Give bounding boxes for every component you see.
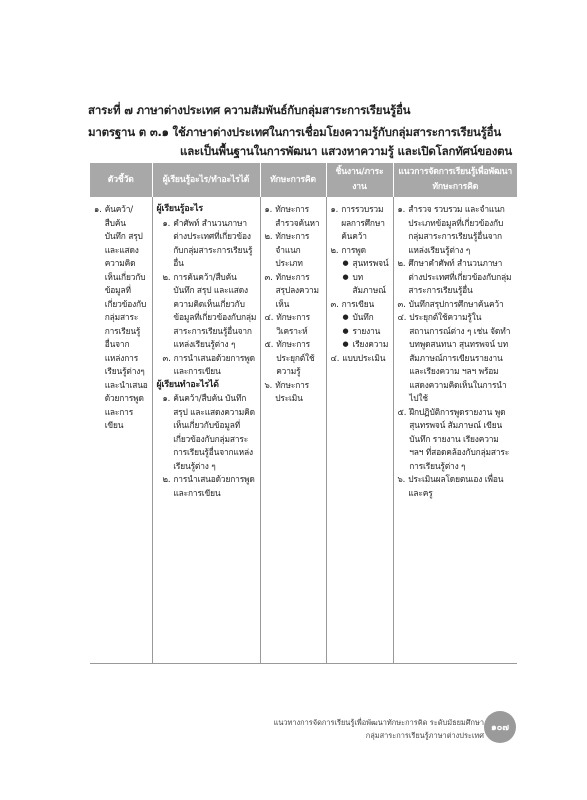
list-item: ● บันทึก <box>331 311 390 325</box>
bullet-icon: ● <box>342 340 349 348</box>
table-header-row <box>90 163 517 197</box>
list-item: ๖. ทักษะการประเมิน <box>264 379 310 403</box>
list-item: ● สุนทรพจน์ <box>331 257 390 271</box>
cell-learning-approach <box>393 197 517 664</box>
list-item: ๔. ประยุกต์ใช้ความรู้ในสถานการณ์ต่าง ๆ เช่น จัดทำบทพูดสนทนา สุนทรพจน์ บทสัมภาษณ์การเขียนรายงานและเรียงความ ฯลฯ พร้อมแสดงความคิดเห็นในการนำไปใช้ <box>397 312 511 403</box>
cell-tasks <box>326 197 393 664</box>
list-item: ๑. การรวบรวมผลการศึกษาค้นคว้า <box>330 204 385 241</box>
header-learning-approach: แนวการจัดการเรียนรู้เพื่อพัฒนาทักษะการคิด <box>393 163 517 197</box>
cell-learner-outcomes <box>152 197 260 664</box>
list-item: ● เรียงความ <box>331 338 390 352</box>
list-item: ๔. แบบประเมิน <box>330 352 386 363</box>
cell-thinking-skills <box>260 197 326 664</box>
cell-indicator <box>90 197 152 664</box>
standard-line-2: และเป็นพื้นฐานในการพัฒนา แสวงหาความรู้ และเปิดโลกทัศน์ของตน <box>180 144 513 158</box>
strand-title: สาระที่ ๗ ภาษาต่างประเทศ ความสัมพันธ์กับกลุ่มสาระการเรียนรู้อื่น <box>88 103 411 117</box>
subheading-do: ผู้เรียนทำอะไรได้ <box>156 379 219 390</box>
footer-line-1: แนวทางการจัดการเรียนรู้เพื่อพัฒนาทักษะการคิด ระดับมัธยมศึกษา <box>273 718 484 727</box>
list-item: ๕. ทักษะการประยุกต์ใช้ความรู้ <box>264 339 315 376</box>
bullet-icon: ● <box>342 272 349 281</box>
list-item: ๕. ฝึกปฏิบัติการพูดรายงาน พูดสุนทรพจน์ สัมภาษณ์ เขียนบันทึก รายงาน เรียงความ ฯลฯ ที่สอดคล้องกับกลุ่มสาระการเรียนรู้ต่าง ๆ <box>397 406 510 471</box>
standard-line-1: มาตรฐาน ต ๓.๑ ใช้ภาษาต่างประเทศในการเชื่อมโยงความรู้กับกลุ่มสาระการเรียนรู้อื่น <box>88 125 501 139</box>
bullet-icon: ● <box>342 313 349 321</box>
list-item: ๑. คำศัพท์ สำนวนภาษาต่างประเทศที่เกี่ยวข้องกับกลุ่มสาระการเรียนรู้อื่น <box>162 217 253 268</box>
bullet-icon: ● <box>342 259 349 267</box>
list-item: ● บทสัมภาษณ์ <box>331 271 390 298</box>
list-item: ● รายงาน <box>331 325 390 339</box>
table-row <box>90 197 517 664</box>
list-item: ๒. ทักษะการจำแนกประเภท <box>264 231 310 268</box>
list-item: ๓. บันทึกสรุปการศึกษาค้นคว้า <box>397 298 504 309</box>
header-learner-outcomes: ผู้เรียนรู้อะไร/ทำอะไรได้ <box>152 163 260 197</box>
list-item: ๖. ประเมินผลโดยตนเอง เพื่อน และครู <box>397 474 504 498</box>
list-item: ๑. ค้นคว้า/สืบค้น บันทึก สรุป และแสดงความคิดเห็นเกี่ยวกับข้อมูลที่เกี่ยวข้องกับกลุ่มสาระการเรียนรู้อื่นจากแหล่งเรียนรู้ต่าง ๆ <box>162 393 255 471</box>
list-item: ๓. การนำเสนอด้วยการพูดและการเขียน <box>162 352 255 376</box>
list-item: ๒. การพูด <box>330 244 366 255</box>
header-indicator: ตัวชี้วัด <box>90 163 152 197</box>
list-item: ๒. การนำเสนอด้วยการพูดและการเขียน <box>162 474 255 498</box>
list-item: ๒. ศึกษาคำศัพท์ สำนวนภาษาต่างประเทศที่เกี่ยวข้องกับกลุ่มสาระการเรียนรู้อื่น <box>397 258 512 295</box>
list-item: ๒. การค้นคว้า/สืบค้น บันทึก สรุป และแสดงความคิดเห็นเกี่ยวกับข้อมูลที่เกี่ยวข้องกับกลุ่มสาระการเรียนรู้อื่นจากแหล่งเรียนรู้ต่าง ๆ <box>162 271 257 349</box>
footer-line-2: กลุ่มสาระการเรียนรู้ภาษาต่างประเทศ <box>365 731 484 740</box>
curriculum-table <box>90 163 517 664</box>
list-item: ๓. การเขียน <box>330 298 375 309</box>
header-thinking-skills: ทักษะการคิด <box>260 163 326 197</box>
header-tasks: ชิ้นงาน/ภาระงาน <box>326 163 393 197</box>
list-item: ๓. ทักษะการสรุปลงความเห็น <box>264 271 319 309</box>
subheading-know: ผู้เรียนรู้อะไร <box>156 204 203 214</box>
list-item: ๑. ค้นคว้า/สืบค้น บันทึก สรุป และแสดงความคิดเห็นเกี่ยวกับข้อมูลที่เกี่ยวข้องกับกลุ่มสาระการเรียนรู้อื่นจากแหล่งการเรียนรู้ต่างๆ และนำเสนอด้วยการพูดและการเขียน <box>94 204 148 430</box>
page-number-badge: ๑๐๗ <box>484 711 516 743</box>
list-item: ๑. ทักษะการสำรวจค้นหา <box>264 204 320 228</box>
list-item: ๔. ทักษะการวิเคราะห์ <box>264 312 311 336</box>
page-footer <box>252 716 484 742</box>
standard-heading <box>88 123 520 161</box>
bullet-icon: ● <box>342 326 349 335</box>
list-item: ๑. สำรวจ รวบรวม และจำแนกประเภทข้อมูลที่เกี่ยวข้องกับกลุ่มสาระการเรียนรู้อื่นจากแหล่งเรียนรู้ต่าง ๆ <box>397 204 505 255</box>
